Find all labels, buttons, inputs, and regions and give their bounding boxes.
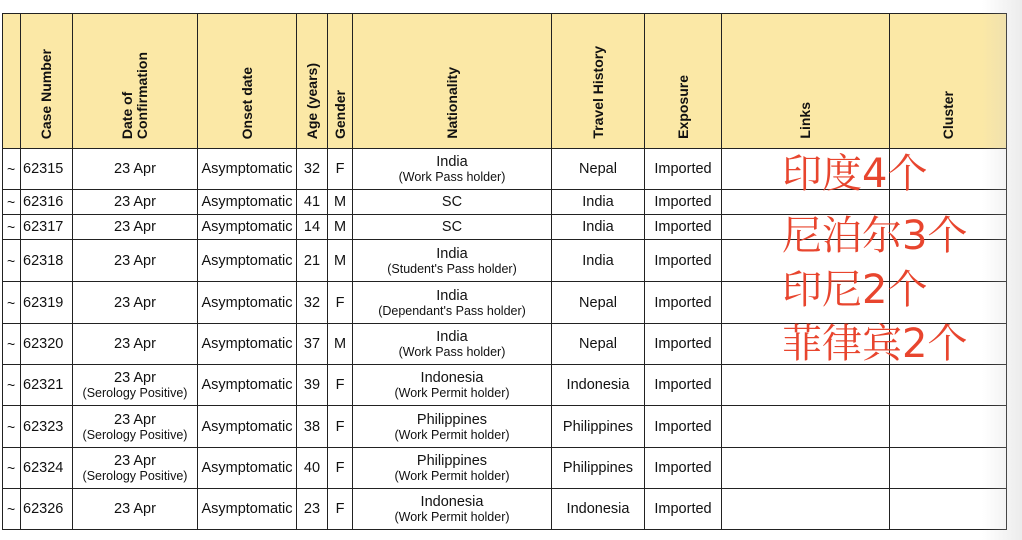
links-cell (722, 489, 890, 530)
onset-date-cell (198, 448, 297, 489)
row-marker-text: ~ (7, 294, 16, 311)
confirmation-date-cell (73, 406, 198, 448)
confirmation-date: 23 Apr (114, 411, 156, 428)
row-marker (3, 365, 21, 406)
confirmation-date-cell (73, 448, 198, 489)
links-cell (722, 406, 890, 448)
nationality-cell (353, 240, 552, 282)
exposure-cell (645, 448, 722, 489)
gender: F (335, 418, 345, 435)
travel-history-cell (552, 282, 645, 324)
onset-date: Asymptomatic (201, 219, 293, 235)
onset-date: Asymptomatic (201, 161, 293, 177)
serology-note: (Serology Positive) (82, 386, 188, 400)
row-marker (3, 149, 21, 190)
age: 14 (303, 219, 321, 235)
age: 32 (303, 294, 321, 311)
gender: F (335, 161, 345, 177)
case-number: 62316 (23, 194, 64, 210)
onset-date: Asymptomatic (201, 460, 293, 476)
gender-cell (328, 448, 353, 489)
nationality-cell (353, 406, 552, 448)
onset-date-cell (198, 324, 297, 365)
exposure: Imported (654, 252, 712, 269)
header-age: Age (years) (297, 14, 328, 149)
case-number-cell (21, 406, 73, 448)
header-exposure: Exposure (645, 14, 722, 149)
nationality: Indonesia (420, 494, 484, 510)
header-nationality: Nationality (353, 14, 552, 149)
exposure-cell (645, 149, 722, 190)
onset-date: Asymptomatic (201, 377, 293, 393)
confirmation-date-cell (73, 365, 198, 406)
row-marker-text: ~ (7, 460, 16, 476)
travel-history: India (582, 219, 614, 235)
age-cell (297, 324, 328, 365)
nationality: India (436, 329, 468, 345)
travel-history: Nepal (579, 336, 617, 352)
onset-date: Asymptomatic (201, 418, 293, 435)
age-cell (297, 489, 328, 530)
annotation-nepal-count: 尼泊尔3个 (782, 213, 968, 259)
travel-history-cell (552, 448, 645, 489)
row-marker (3, 324, 21, 365)
exposure-cell (645, 406, 722, 448)
confirmation-date-cell (73, 324, 198, 365)
row-marker (3, 190, 21, 215)
case-number-cell (21, 282, 73, 324)
header-date-of-confirmation: Date of Confirmation (73, 14, 198, 149)
nationality: SC (441, 219, 463, 235)
case-number-cell (21, 365, 73, 406)
table-row (3, 365, 1007, 406)
case-number: 62315 (23, 161, 64, 177)
nationality: Indonesia (420, 370, 484, 386)
nationality-cell (353, 489, 552, 530)
travel-history-cell (552, 215, 645, 240)
onset-date: Asymptomatic (201, 194, 293, 210)
exposure: Imported (654, 501, 712, 517)
confirmation-date: 23 Apr (114, 370, 156, 386)
row-marker-text: ~ (7, 501, 16, 517)
cluster-cell (890, 365, 1007, 406)
exposure-cell (645, 282, 722, 324)
age: 40 (303, 460, 321, 476)
travel-history: Nepal (579, 294, 617, 311)
confirmation-date-cell (73, 190, 198, 215)
pass-type: (Work Permit holder) (394, 510, 510, 524)
exposure-cell (645, 324, 722, 365)
case-number: 62326 (23, 501, 64, 517)
gender-cell (328, 324, 353, 365)
gender-cell (328, 190, 353, 215)
travel-history-cell (552, 324, 645, 365)
case-number-cell (21, 190, 73, 215)
row-marker-text: ~ (7, 194, 16, 210)
pass-type: (Work Permit holder) (394, 386, 510, 400)
case-number-cell (21, 240, 73, 282)
age: 41 (303, 194, 321, 210)
header-gender: Gender (328, 14, 353, 149)
case-number-cell (21, 324, 73, 365)
confirmation-date: 23 Apr (114, 161, 156, 177)
confirmation-date-cell (73, 240, 198, 282)
age: 39 (303, 377, 321, 393)
annotation-indonesia-count: 印尼2个 (782, 267, 928, 313)
row-marker-text: ~ (7, 377, 16, 393)
onset-date: Asymptomatic (201, 252, 293, 269)
gender: F (335, 377, 345, 393)
case-number: 62319 (23, 294, 64, 311)
pass-type: (Student's Pass holder) (387, 261, 517, 276)
exposure-cell (645, 215, 722, 240)
header-cluster: Cluster (890, 14, 1007, 149)
pass-type: (Work Permit holder) (394, 469, 510, 483)
age-cell (297, 190, 328, 215)
nationality-cell (353, 324, 552, 365)
links-cell (722, 448, 890, 489)
gender-cell (328, 489, 353, 530)
row-marker-text: ~ (7, 336, 16, 352)
onset-date-cell (198, 240, 297, 282)
nationality: India (436, 245, 468, 262)
gender: F (335, 294, 345, 311)
age: 23 (303, 501, 321, 517)
gender-cell (328, 282, 353, 324)
pass-type: (Work Pass holder) (398, 345, 506, 359)
onset-date-cell (198, 365, 297, 406)
confirmation-date: 23 Apr (114, 194, 156, 210)
travel-history-cell (552, 406, 645, 448)
case-number-cell (21, 448, 73, 489)
case-number: 62323 (23, 418, 64, 435)
nationality: SC (441, 194, 463, 210)
cluster-cell (890, 489, 1007, 530)
row-marker-text: ~ (7, 219, 16, 235)
age-cell (297, 406, 328, 448)
nationality: Philippines (416, 411, 488, 428)
age: 37 (303, 336, 321, 352)
gender: M (333, 194, 347, 210)
case-number-cell (21, 215, 73, 240)
age: 21 (303, 252, 321, 269)
header-row (3, 14, 1007, 149)
exposure: Imported (654, 294, 712, 311)
gender: M (333, 252, 347, 269)
case-number-cell (21, 149, 73, 190)
onset-date-cell (198, 489, 297, 530)
exposure: Imported (654, 418, 712, 435)
annotation-philippines-count: 菲律宾2个 (782, 321, 968, 367)
header-onset-date: Onset date (198, 14, 297, 149)
case-number: 62320 (23, 336, 64, 352)
confirmation-date: 23 Apr (114, 501, 156, 517)
onset-date-cell (198, 215, 297, 240)
gender: F (335, 501, 345, 517)
header-travel-history: Travel History (552, 14, 645, 149)
travel-history: India (582, 194, 614, 210)
age-cell (297, 365, 328, 406)
gender: M (333, 219, 347, 235)
pass-type: (Work Permit holder) (394, 427, 510, 442)
serology-note: (Serology Positive) (82, 469, 188, 483)
gender-cell (328, 365, 353, 406)
links-cell (722, 365, 890, 406)
row-marker (3, 406, 21, 448)
exposure-cell (645, 489, 722, 530)
nationality-cell (353, 190, 552, 215)
nationality-cell (353, 282, 552, 324)
exposure: Imported (654, 460, 712, 476)
onset-date-cell (198, 149, 297, 190)
travel-history: Philippines (562, 418, 634, 435)
onset-date: Asymptomatic (201, 501, 293, 517)
case-number: 62321 (23, 377, 64, 393)
pass-type: (Dependant's Pass holder) (378, 303, 526, 318)
confirmation-date-cell (73, 489, 198, 530)
gender: M (333, 336, 347, 352)
gender: F (335, 460, 345, 476)
confirmation-date-cell (73, 149, 198, 190)
age-cell (297, 215, 328, 240)
pass-type: (Work Pass holder) (398, 170, 506, 184)
row-marker-text: ~ (7, 252, 16, 269)
cluster-cell (890, 406, 1007, 448)
confirmation-date-cell (73, 215, 198, 240)
nationality-cell (353, 448, 552, 489)
exposure: Imported (654, 161, 712, 177)
travel-history: Nepal (579, 161, 617, 177)
nationality: India (436, 287, 468, 304)
nationality: Philippines (416, 453, 488, 469)
onset-date-cell (198, 190, 297, 215)
onset-date: Asymptomatic (201, 336, 293, 352)
table-row (3, 406, 1007, 448)
row-marker-text: ~ (7, 161, 16, 177)
gender-cell (328, 240, 353, 282)
confirmation-date: 23 Apr (114, 336, 156, 352)
case-number: 62324 (23, 460, 64, 476)
age-cell (297, 149, 328, 190)
exposure: Imported (654, 219, 712, 235)
confirmation-date-cell (73, 282, 198, 324)
cluster-cell (890, 448, 1007, 489)
nationality-cell (353, 149, 552, 190)
row-marker (3, 215, 21, 240)
exposure-cell (645, 190, 722, 215)
travel-history-cell (552, 240, 645, 282)
confirmation-date: 23 Apr (114, 252, 156, 269)
age-cell (297, 448, 328, 489)
exposure: Imported (654, 377, 712, 393)
exposure: Imported (654, 194, 712, 210)
header-links: Links (722, 14, 890, 149)
case-number-cell (21, 489, 73, 530)
row-marker (3, 282, 21, 324)
travel-history-cell (552, 149, 645, 190)
confirmation-date: 23 Apr (114, 453, 156, 469)
row-marker-text: ~ (7, 418, 16, 435)
onset-date-cell (198, 282, 297, 324)
annotation-india-count: 印度4个 (782, 151, 928, 197)
exposure-cell (645, 365, 722, 406)
exposure: Imported (654, 336, 712, 352)
age: 38 (303, 418, 321, 435)
onset-date-cell (198, 406, 297, 448)
nationality: India (436, 154, 468, 170)
serology-note: (Serology Positive) (82, 427, 188, 442)
confirmation-date: 23 Apr (114, 219, 156, 235)
row-marker (3, 489, 21, 530)
travel-history: Indonesia (566, 377, 630, 393)
confirmation-date: 23 Apr (114, 294, 156, 311)
age: 32 (303, 161, 321, 177)
travel-history: Indonesia (566, 501, 630, 517)
gender-cell (328, 215, 353, 240)
gender-cell (328, 149, 353, 190)
header-marker (3, 14, 21, 149)
nationality-cell (353, 215, 552, 240)
table-row (3, 489, 1007, 530)
table-row (3, 448, 1007, 489)
age-cell (297, 240, 328, 282)
age-cell (297, 282, 328, 324)
travel-history: Philippines (562, 460, 634, 476)
travel-history-cell (552, 365, 645, 406)
row-marker (3, 448, 21, 489)
gender-cell (328, 406, 353, 448)
nationality-cell (353, 365, 552, 406)
exposure-cell (645, 240, 722, 282)
row-marker (3, 240, 21, 282)
case-number: 62317 (23, 219, 64, 235)
case-number: 62318 (23, 252, 64, 269)
travel-history: India (582, 252, 614, 269)
travel-history-cell (552, 190, 645, 215)
onset-date: Asymptomatic (201, 294, 293, 311)
travel-history-cell (552, 489, 645, 530)
header-case-number: Case Number (21, 14, 73, 149)
